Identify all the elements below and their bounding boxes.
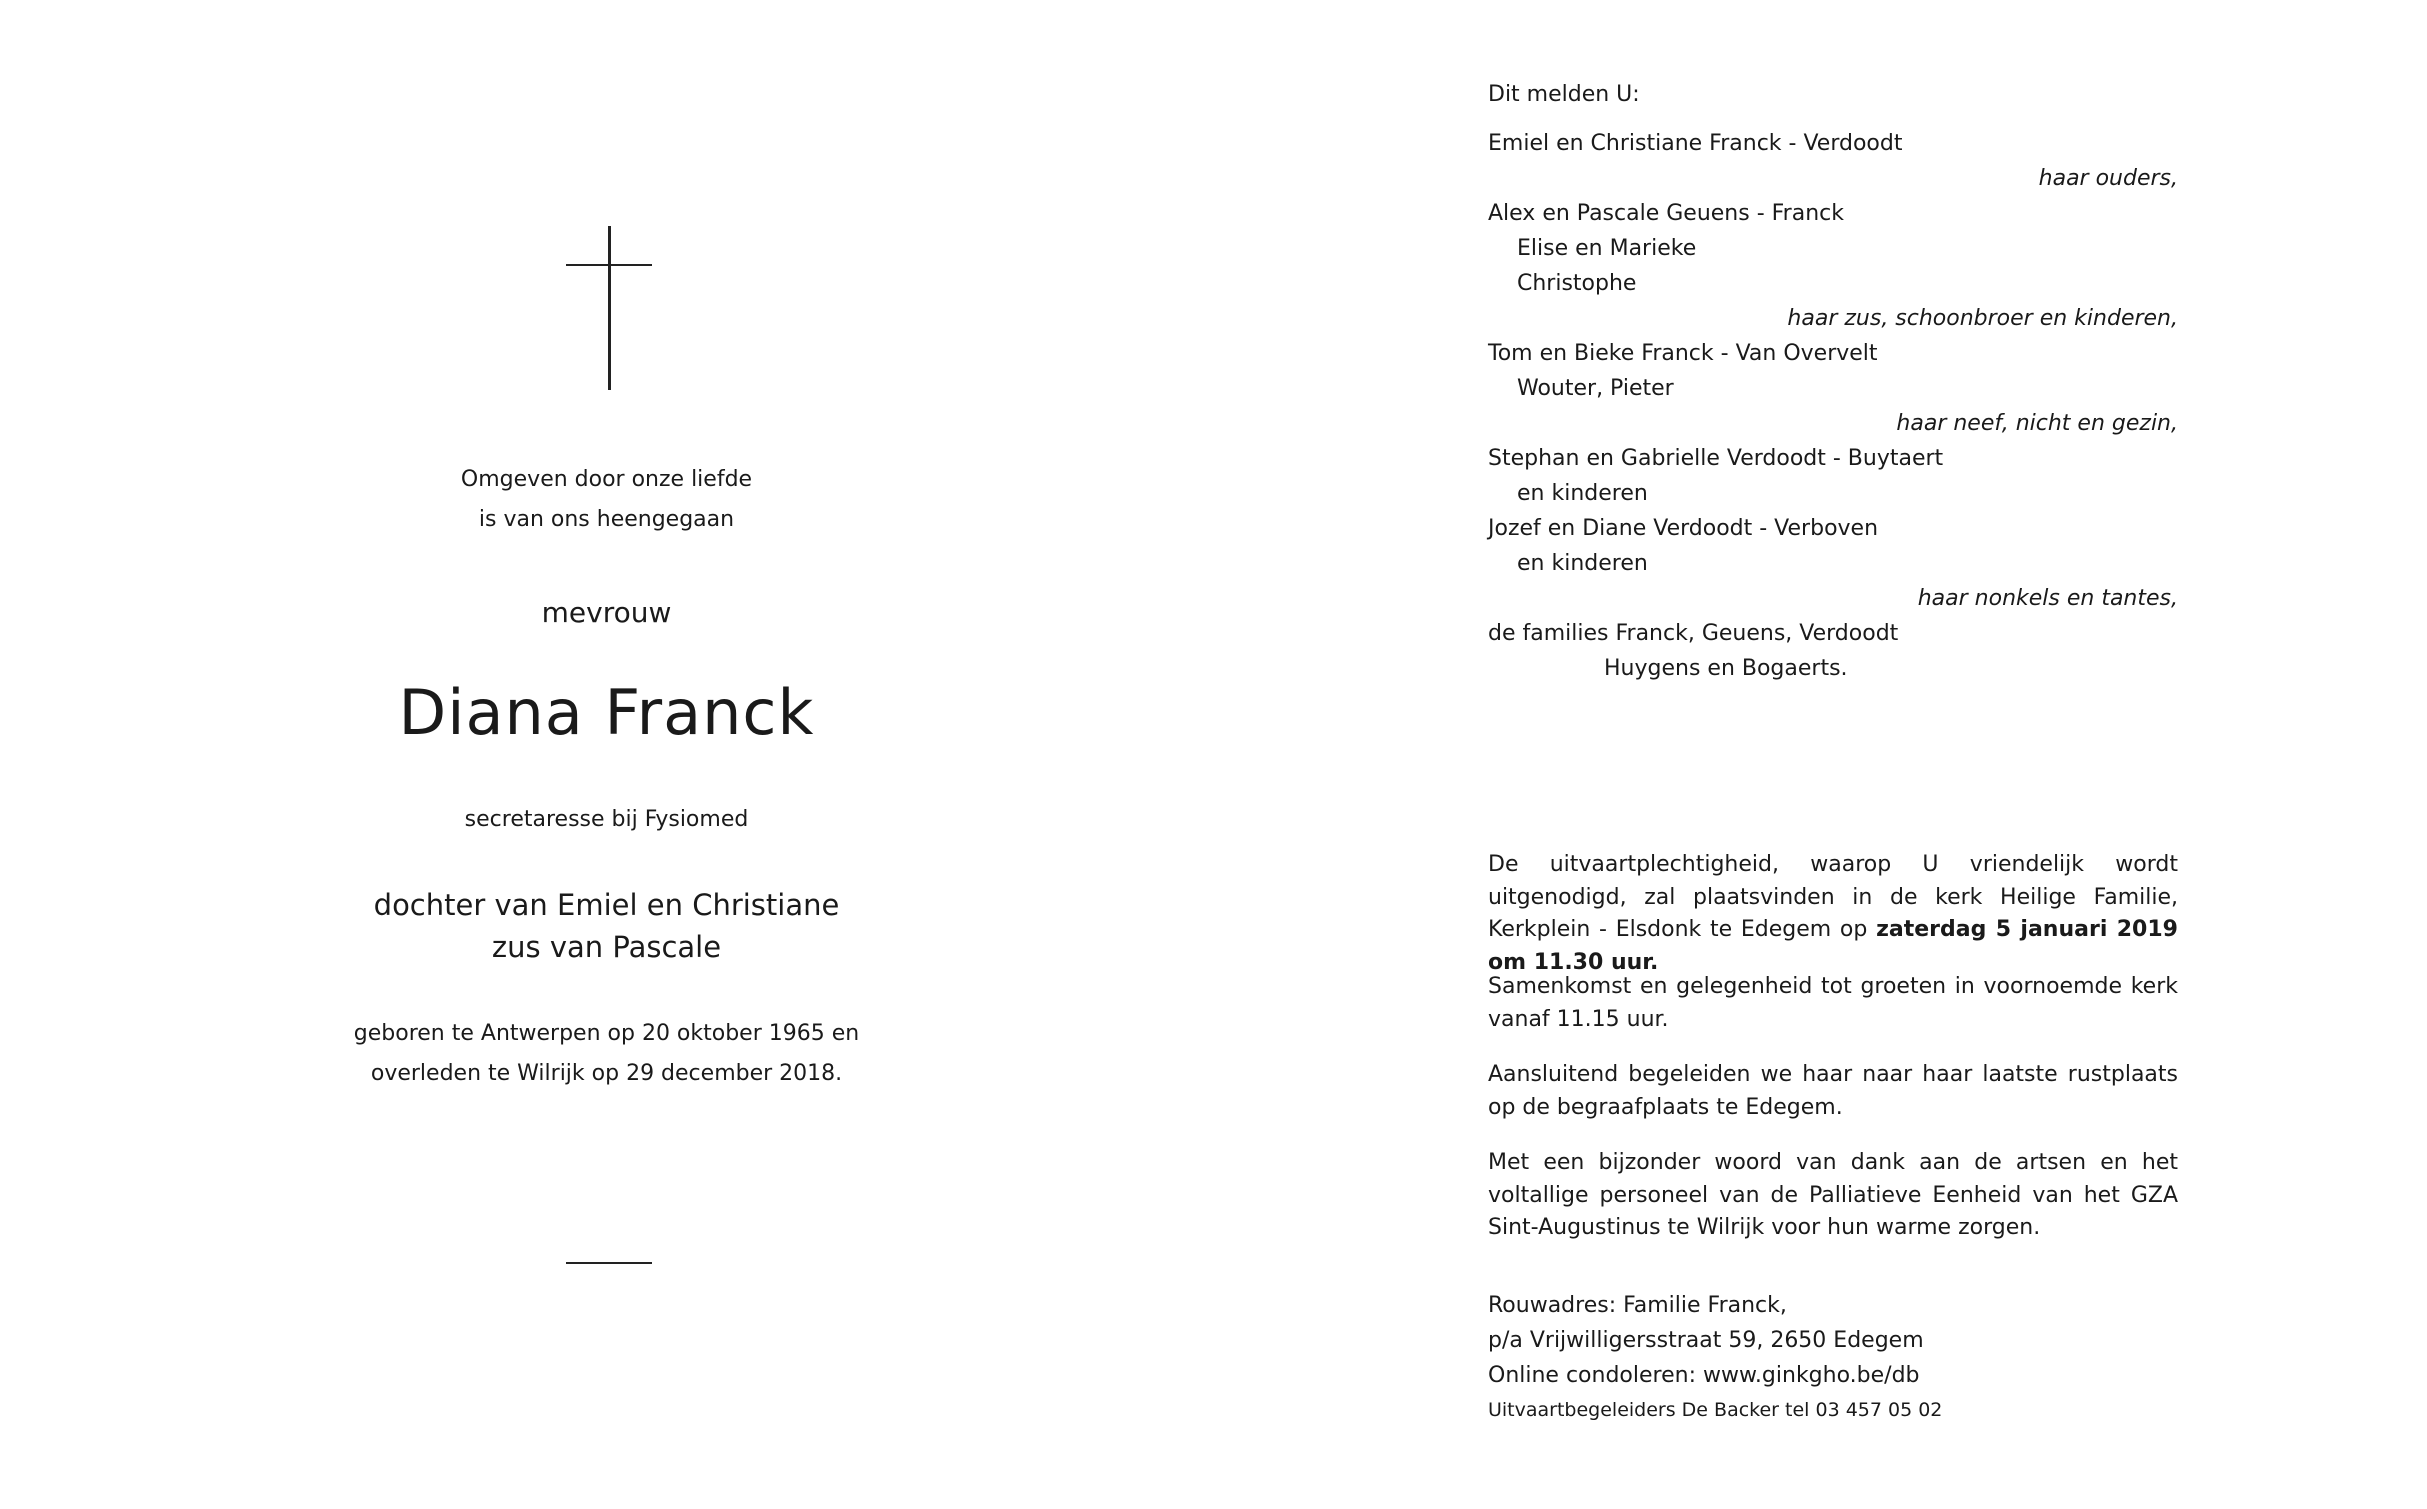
- intro-line-1: Omgeven door onze liefde: [460, 467, 753, 492]
- condolence-link[interactable]: Online condoleren: www.ginkgho.be/db: [1488, 1363, 1920, 1388]
- ceremony-date: zaterdag 5 januari 2019 om 11.30 uur.: [1488, 917, 2178, 975]
- intro-line-2: is van ons heengegaan: [478, 507, 735, 532]
- family-line: Stephan en Gabrielle Verdoodt - Buytaert: [1488, 446, 1944, 471]
- family-line: Elise en Marieke: [1517, 236, 1697, 261]
- thanks-paragraph: Met een bijzonder woord van dank aan de artsen en het voltallige personeel van de Palliatieve Eenheid van het GZA Sint-Augustinus te Wilrijk voor hun warme zorgen.: [1488, 1150, 2178, 1240]
- death-line: overleden te Wilrijk op 29 december 2018.: [370, 1061, 843, 1086]
- left-page: [0, 0, 1213, 1509]
- relation-line-2: zus van Pascale: [491, 930, 722, 964]
- family-line: Wouter, Pieter: [1517, 376, 1674, 401]
- family-role: haar neef, nicht en gezin,: [1896, 411, 2178, 436]
- burial-paragraph: Aansluitend begeleiden we haar naar haar laatste rustplaats op de begraafplaats te Edegem.: [1488, 1062, 2178, 1120]
- relation-line-1: dochter van Emiel en Christiane: [373, 888, 840, 922]
- family-role: haar ouders,: [2038, 166, 2178, 191]
- ceremony-paragraph: [1488, 849, 2178, 979]
- family-line: en kinderen: [1517, 551, 1648, 576]
- occupation: secretaresse bij Fysiomed: [464, 807, 749, 832]
- address-line-1: Rouwadres: Familie Franck,: [1488, 1293, 1787, 1318]
- salutation: mevrouw: [541, 596, 672, 629]
- family-line: Alex en Pascale Geuens - Franck: [1488, 201, 1844, 226]
- ceremony-text: De uitvaartplechtigheid, waarop U vriendelijk wordt uitgenodigd, zal plaatsvinden in de kerk Heilige Familie, Kerkplein - Elsdonk te Edegem op: [1488, 852, 2178, 942]
- address-line-2: p/a Vrijwilligersstraat 59, 2650 Edegem: [1488, 1328, 1924, 1353]
- family-line: en kinderen: [1517, 481, 1648, 506]
- family-line: de families Franck, Geuens, Verdoodt: [1488, 621, 1899, 646]
- deceased-name: Diana Franck: [398, 676, 815, 749]
- family-line: Christophe: [1517, 271, 1637, 296]
- undertaker-line: Uitvaartbegeleiders De Backer tel 03 457 05 02: [1488, 1399, 1943, 1421]
- family-line: Tom en Bieke Franck - Van Overvelt: [1488, 341, 1878, 366]
- announcement: Dit melden U:: [1488, 82, 1640, 107]
- family-line: Huygens en Bogaerts.: [1604, 656, 1848, 681]
- family-role: haar nonkels en tantes,: [1917, 586, 2178, 611]
- closing-divider: [566, 1262, 652, 1264]
- family-role: haar zus, schoonbroer en kinderen,: [1787, 306, 2178, 331]
- family-line: Jozef en Diane Verdoodt - Verboven: [1488, 516, 1879, 541]
- gathering-paragraph: Samenkomst en gelegenheid tot groeten in voornoemde kerk vanaf 11.15 uur.: [1488, 974, 2178, 1032]
- birth-line: geboren te Antwerpen op 20 oktober 1965 en: [353, 1021, 860, 1046]
- family-line: Emiel en Christiane Franck - Verdoodt: [1488, 131, 1903, 156]
